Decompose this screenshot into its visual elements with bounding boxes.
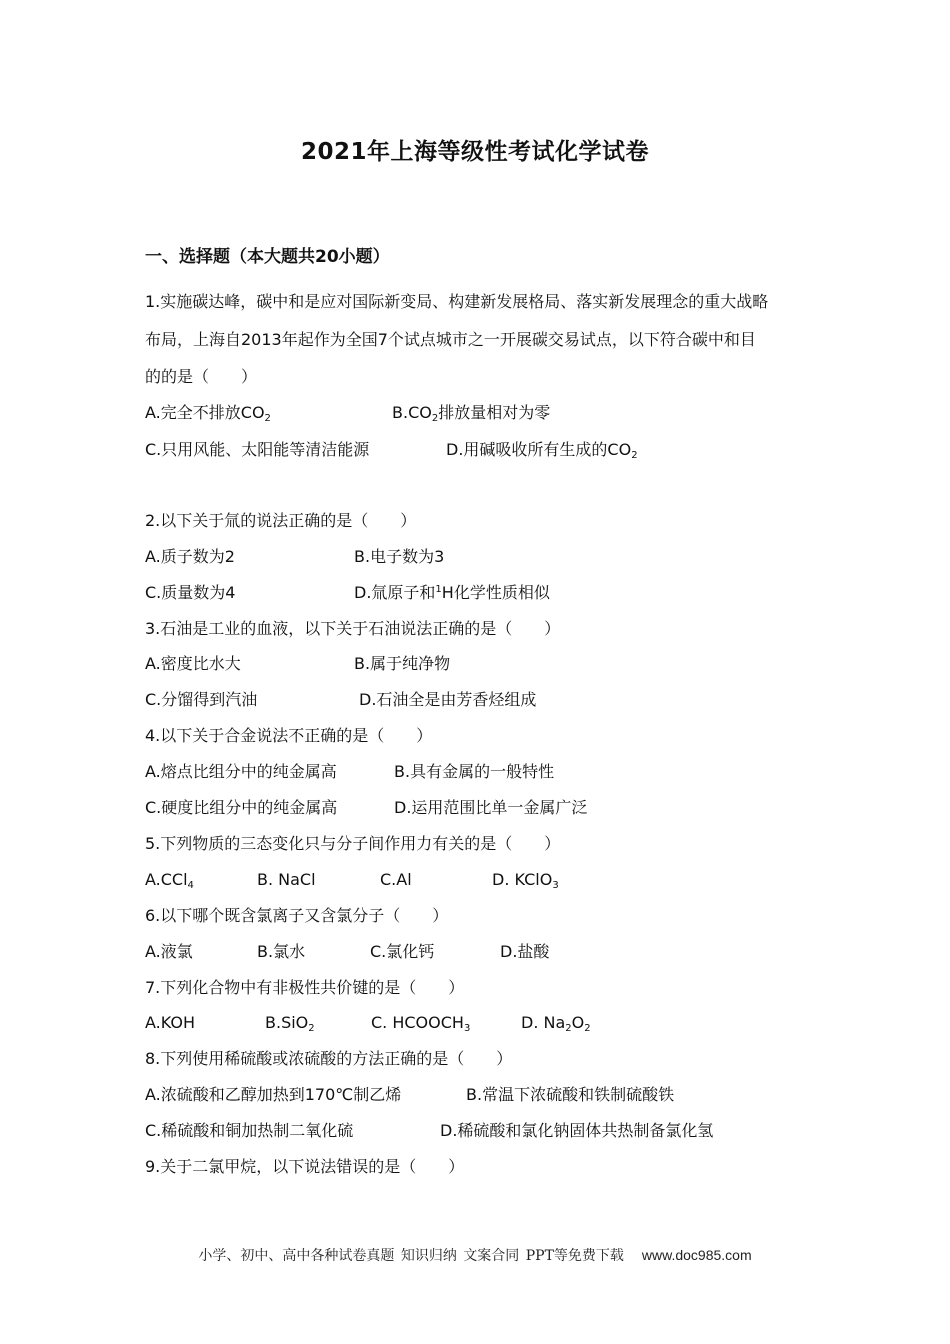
q3-option-b: B.属于纯净物 [354, 654, 451, 673]
q6-option-d: D.盐酸 [500, 942, 550, 961]
section-heading: 一、选择题（本大题共20小题） [145, 247, 390, 267]
q5-option-c: C.Al [380, 870, 412, 889]
q1-option-a: A.完全不排放$CO_2$ [145, 403, 271, 424]
q6-option-a: A.液氯 [145, 942, 193, 961]
q3-option-a: A.密度比水大 [145, 654, 241, 673]
q5-option-a: A.CCl$_4$ [145, 870, 194, 891]
question-1-line-3: 的的是（ ） [145, 367, 258, 386]
question-1-line-2: 布局，上海自2013年起作为全国7个试点城市之一开展碳交易试点，以下符合碳中和目 [145, 330, 756, 349]
q1-option-d: D.用碱吸收所有生成的$CO_2$ [446, 440, 638, 461]
q5-option-d: D. KClO$_3$ [492, 870, 559, 891]
q2-option-c: C.质量数为4 [145, 583, 236, 602]
q5-option-b: B. NaCl [257, 870, 316, 889]
question-3-stem: 3.石油是工业的血液，以下关于石油说法正确的是（ ） [145, 619, 561, 638]
page-footer [0, 1245, 950, 1265]
q1-option-b: $B.CO_2$排放量相对为零 [392, 403, 551, 424]
q2-option-d: D.氚原子和$^1$H化学性质相似 [354, 583, 550, 602]
q1-option-c: C.只用风能、太阳能等清洁能源 [145, 440, 370, 459]
footer-text: 小学、初中、高中各种试卷真题 知识归纳 文案合同 PPT等免费下载 [198, 1248, 624, 1264]
q6-option-c: C.氯化钙 [370, 942, 435, 961]
q6-option-b: B.氯水 [257, 942, 306, 961]
question-7-stem: 7.下列化合物中有非极性共价键的是（ ） [145, 978, 465, 997]
q2-option-b: B.电子数为3 [354, 547, 445, 566]
q3-option-d: D.石油全是由芳香烃组成 [359, 690, 537, 709]
question-1-line-1: 1.实施碳达峰，碳中和是应对国际新变局、构建新发展格局、落实新发展理念的重大战略 [145, 292, 769, 311]
question-4-stem: 4.以下关于合金说法不正确的是（ ） [145, 726, 433, 745]
question-2-stem: 2.以下关于氚的说法正确的是（ ） [145, 511, 417, 530]
q7-option-b: B.SiO$_2$ [265, 1013, 315, 1034]
q8-option-d: D.稀硫酸和氯化钠固体共热制备氯化氢 [440, 1121, 714, 1140]
q4-option-d: D.运用范围比单一金属广泛 [394, 798, 588, 817]
q8-option-c: C.稀硫酸和铜加热制二氧化硫 [145, 1121, 354, 1140]
question-6-stem: 6.以下哪个既含氯离子又含氯分子（ ） [145, 906, 449, 925]
q7-option-d: D. $Na_2O_2$ [521, 1013, 591, 1034]
q7-option-c: C. $HCOOCH_3$ [371, 1013, 471, 1034]
question-8-stem: 8.下列使用稀硫酸或浓硫酸的方法正确的是（ ） [145, 1049, 513, 1068]
q7-option-a: A.KOH [145, 1013, 195, 1032]
page-title: 2021年上海等级性考试化学试卷 [300, 139, 649, 165]
question-9-stem: 9.关于二氯甲烷，以下说法错误的是（ ） [145, 1157, 465, 1176]
q2-option-a: A.质子数为2 [145, 547, 235, 566]
q4-option-b: B.具有金属的一般特性 [394, 762, 555, 781]
q4-option-a: A.熔点比组分中的纯金属高 [145, 762, 337, 781]
question-5-stem: 5.下列物质的三态变化只与分子间作用力有关的是（ ） [145, 834, 561, 853]
q8-option-a: A.浓硫酸和乙醇加热到170℃制乙烯 [145, 1085, 402, 1104]
footer-link[interactable]: www.doc985.com [641, 1247, 752, 1263]
q4-option-c: C.硬度比组分中的纯金属高 [145, 798, 338, 817]
q3-option-c: C.分馏得到汽油 [145, 690, 258, 709]
q8-option-b: B.常温下浓硫酸和铁制硫酸铁 [466, 1085, 675, 1104]
